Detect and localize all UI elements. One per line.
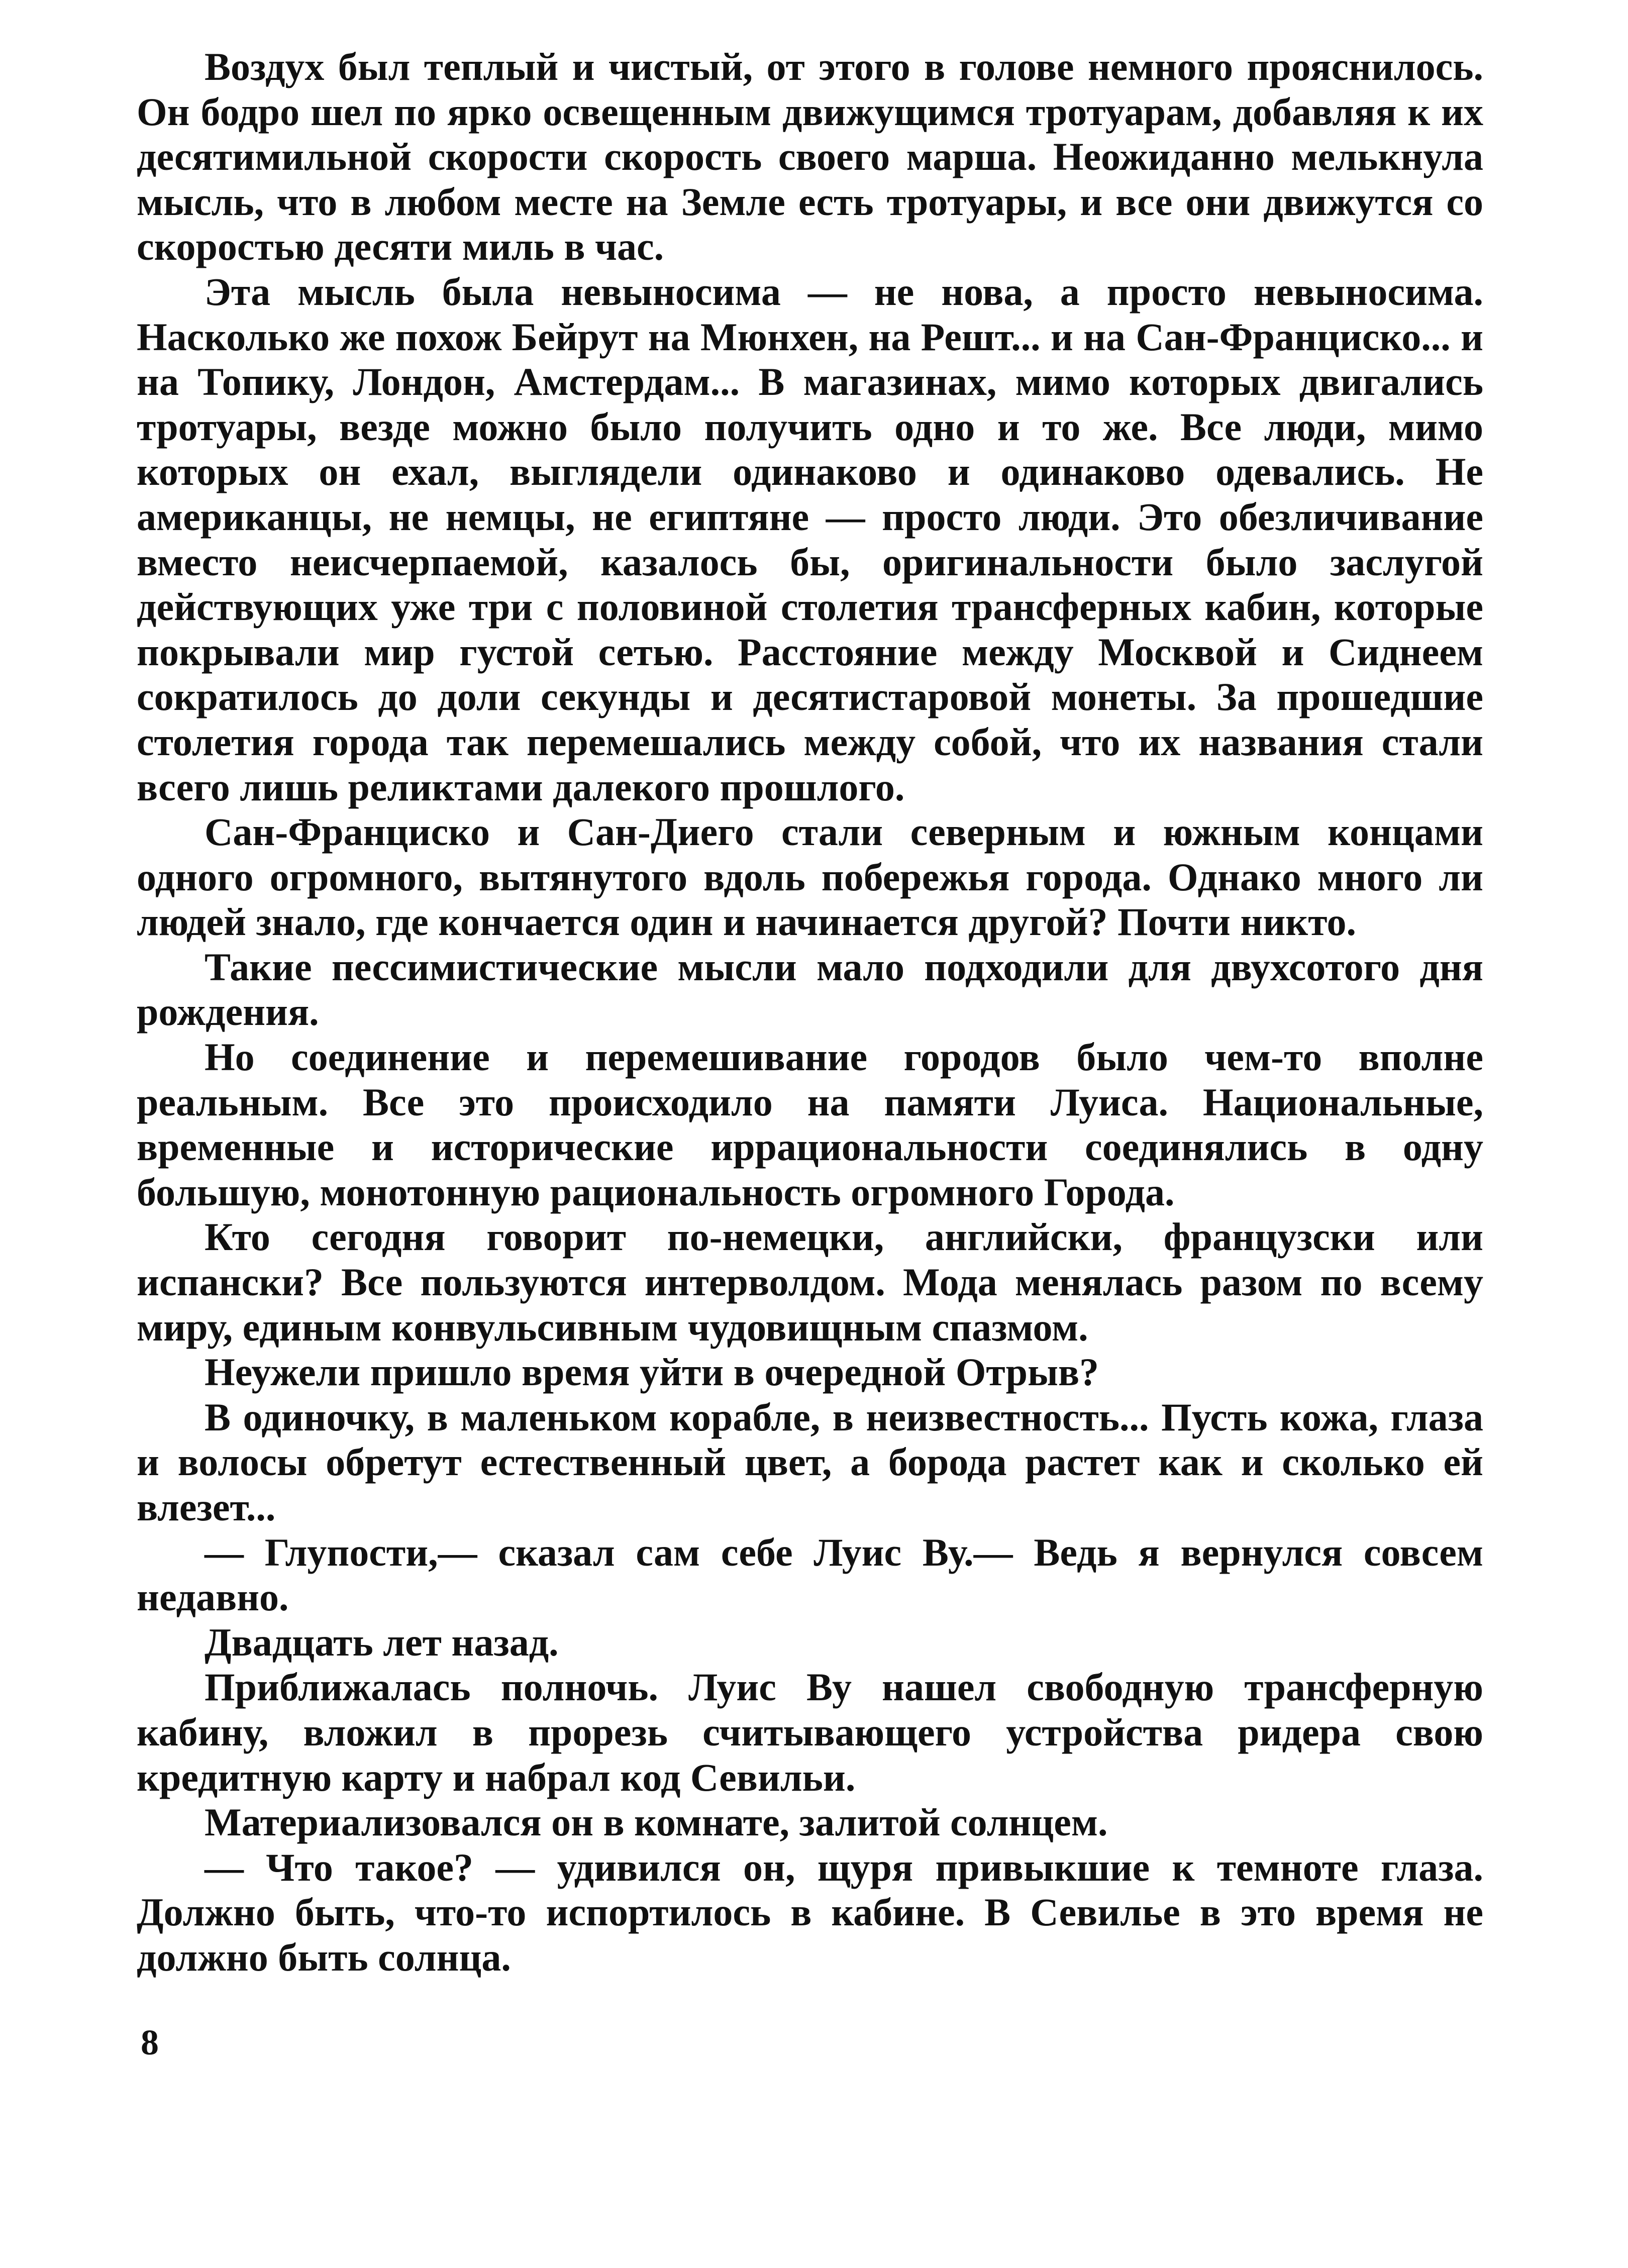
paragraph-1: Воздух был теплый и чистый, от этого в голове немного прояснилось. Он бодро шел по ярко освещенным движущимся тротуарам, добавляя к их десятимильной скорости скорость своего марша. Неожиданно мелькнула мысль, что в любом месте на Земле есть тротуары, и все они движутся со скоростью десяти миль в час. — [137, 45, 1483, 269]
paragraph-3: Сан-Франциско и Сан-Диего стали северным и южным концами одного огромного, вытянутого вдоль побережья города. Однако много ли людей знало, где кончается один и начинается другой? Почти никто. — [137, 810, 1483, 944]
paragraph-2: Эта мысль была невыносима — не нова, а просто невыносима. Насколько же похож Бейрут на Мюнхен, на Решт... и на Сан-Франциско... и на Топику, Лондон, Амстердам... В магазинах, мимо которых двигались тротуары, везде можно было получить одно и то же. Все люди, мимо которых он ехал, выглядели одинаково и одинаково одевались. Не американцы, не немцы, не египтяне — просто люди. Это обезличивание вместо неисчерпаемой, казалось бы, оригинальности было заслугой действующих уже три с половиной столетия трансферных кабин, которые покрывали мир густой сетью. Расстояние между Москвой и Сиднеем сократилось до доли секунды и десятистаровой монеты. За прошедшие столетия города так перемешались между собой, что их названия стали всего лишь реликтами далекого прошлого. — [137, 269, 1483, 809]
paragraph-8: В одиночку, в маленьком корабле, в неизвестность... Пусть кожа, глаза и волосы обретут естественный цвет, а борода растет как и сколько ей влезет... — [137, 1395, 1483, 1529]
paragraph-11: Приближалась полночь. Луис Ву нашел свободную трансферную кабину, вложил в прорезь считывающего устройства ридера свою кредитную карту и набрал код Севильи. — [137, 1665, 1483, 1799]
paragraph-13: — Что такое? — удивился он, щуря привыкшие к темноте глаза. Должно быть, что-то испортилось в кабине. В Севилье в это время не должно быть солнца. — [137, 1845, 1483, 1979]
paragraph-7: Неужели пришло время уйти в очередной Отрыв? — [205, 1350, 1099, 1394]
paragraph-5: Но соединение и перемешивание городов было чем-то вполне реальным. Все это происходило на памяти Луиса. Национальные, временные и исторические иррациональности соединялись в одну большую, монотонную рациональность огромного Города. — [137, 1035, 1483, 1214]
page-number: 8 — [141, 2022, 159, 2063]
paragraph-10: Двадцать лет назад. — [205, 1620, 559, 1664]
page-body — [137, 44, 1483, 1980]
paragraph-6: Кто сегодня говорит по-немецки, английски, французски или испански? Все пользуются интерволдом. Мода менялась разом по всему миру, единым конвульсивным чудовищным спазмом. — [137, 1215, 1483, 1349]
paragraph-4: Такие пессимистические мысли мало подходили для двухсотого дня рождения. — [137, 945, 1483, 1034]
paragraph-9: — Глупости,— сказал сам себе Луис Ву.— Ведь я вернулся совсем недавно. — [137, 1530, 1483, 1619]
paragraph-12: Материализовался он в комнате, залитой солнцем. — [205, 1800, 1108, 1844]
